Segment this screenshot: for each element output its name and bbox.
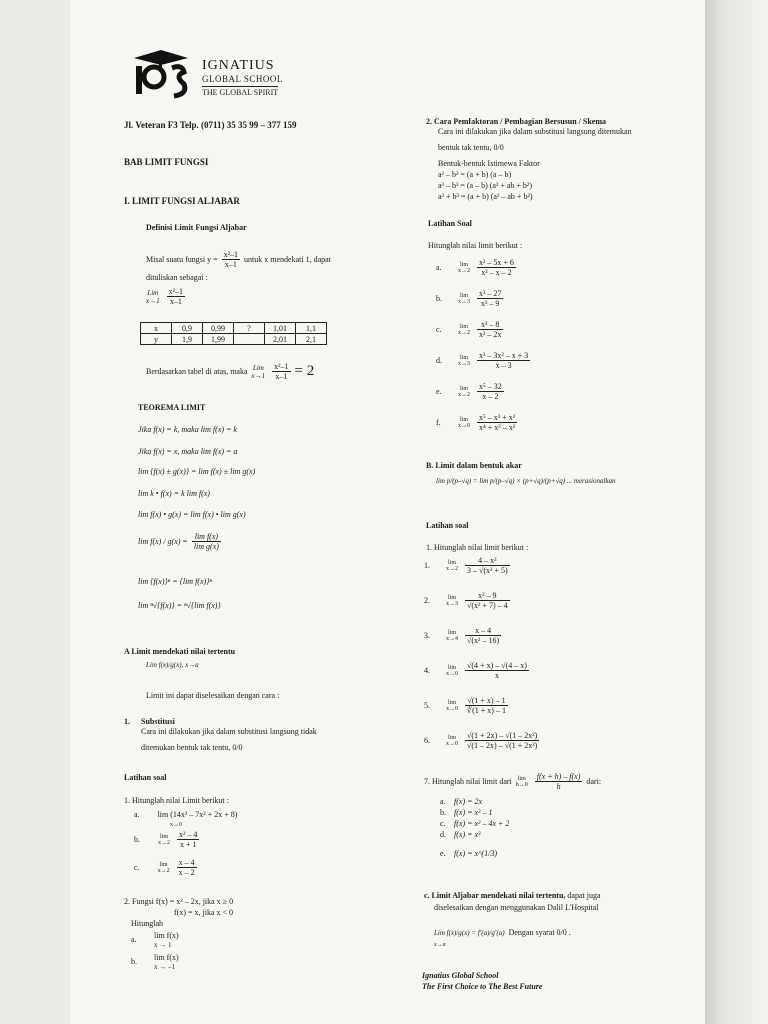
limit-operator: lim x→2 — [458, 323, 470, 336]
chapter-title: BAB LIMIT FUNGSI — [124, 157, 209, 167]
exercise-7-item: e. f(x) = x^(1/3) — [440, 849, 497, 858]
exercise-1b: b. lim x→2 $\frac{\text{x² – 4}}{x + 1}$ — [134, 830, 198, 849]
fraction: $\frac{\text{4 – x²}}{\text{3 – √(x² + 5)}}$ — [467, 556, 508, 575]
exercise-1-title: Latihan soal — [124, 773, 167, 782]
exercise-item — [424, 591, 510, 610]
binder-edge — [705, 0, 768, 1024]
school-subtitle: GLOBAL SCHOOL — [202, 74, 283, 84]
fraction: $\frac{\text{x³ – 27}}{\text{x² – 9}}$ — [479, 289, 502, 308]
special-forms-title: Bentuk-bentuk Istimewa Faktor — [438, 159, 540, 168]
method-1-text: Cara ini dilakukan jika dalam substitusi langsung tidak — [141, 727, 317, 736]
exercise-item — [436, 382, 504, 401]
limit-notation: Lim x→1 $\frac{\text{x²–1}}{x-1}$ — [146, 287, 184, 306]
item-label: 1. — [424, 561, 430, 570]
limit-operator: lim x→0 — [446, 699, 458, 712]
table-cell: 1,9 — [172, 334, 203, 345]
table-cell: 0,9 — [172, 323, 203, 334]
definition-title: Definisi Limit Fungsi Aljabar — [146, 223, 247, 232]
table-cell: x — [141, 323, 172, 334]
item-label: 6. — [424, 736, 430, 745]
definition-text — [146, 250, 331, 269]
table-cell: 1,01 — [265, 323, 296, 334]
definition-lead: Misal suatu fungsi y = — [146, 255, 218, 264]
exercise-1a — [134, 810, 237, 819]
theorem-5: lim f(x) • g(x) = lim f(x) • lim g(x) — [138, 510, 246, 519]
method-2-text2: bentuk tak tentu, 0/0 — [438, 143, 504, 152]
lhospital-subscript: x→a — [434, 942, 446, 948]
fraction: $\frac{√(1 + x) - 1}{∛(1 + x) - 1}$ — [467, 696, 506, 715]
item-subscript: x→0 — [170, 822, 182, 828]
section-c-title: c. Limit Aljabar mendekati nilai tertentu, dapat juga — [424, 891, 601, 900]
fraction: $\frac{\text{x³ – 3x² – x + 3}}{x - 3}$ — [479, 351, 529, 370]
exercise-item — [424, 626, 501, 645]
factor-formula-2: a³ – b³ = (a – b) (a² + ab + b²) — [438, 181, 532, 190]
exercise-item — [436, 289, 503, 308]
theorem-2: Jika f(x) = x, maka lim f(x) = a — [138, 447, 238, 456]
section-title: I. LIMIT FUNGSI ALJABAR — [124, 196, 240, 206]
limit-operator: lim x→4 — [446, 629, 458, 642]
exercise-2-title: Latihan soal — [426, 521, 469, 530]
item-label: 4. — [424, 666, 430, 675]
exercise-item — [424, 731, 539, 750]
exercise-2-instruction: 1. Hitunglah nilai limit berikut : — [426, 543, 529, 552]
exercise-2a: lim f(x) — [154, 931, 179, 940]
exercise-7-item: a. f(x) = 2x — [440, 797, 483, 806]
subsection-a-expr: Lim f(x)/g(x), x→a — [146, 661, 199, 669]
fraction: $\frac{\text{x³ – 8}}{\text{x² – 2x}}$ — [479, 320, 502, 339]
fraction: $\frac{\text{x⁵ – x³ + x²}}{\text{x⁴ + x³ – x²}}$ — [479, 413, 516, 432]
theorem-7: lim {f(x)}ⁿ = {lim f(x)}ⁿ — [138, 577, 212, 586]
subsection-a-title: A Limit mendekati nilai tertentu — [124, 647, 236, 656]
exercise-2b: lim f(x) — [154, 953, 179, 962]
definition-line2: dituliskan sebagai : — [146, 273, 208, 282]
item-label: 3. — [424, 631, 430, 640]
school-name: IGNATIUS — [202, 58, 275, 73]
lhospital-expression: Lim f(x)/g(x) = f′(a)/g′(a) — [434, 928, 505, 937]
limit-operator: lim x→3 — [458, 292, 470, 305]
exercise-item — [424, 556, 510, 575]
theorem-1: Jika f(x) = k, maka lim f(x) = k — [138, 425, 237, 434]
item-label: a. — [131, 935, 137, 944]
item-label: c. — [134, 863, 140, 872]
theorem-4: lim k • f(x) = k lim f(x) — [138, 489, 210, 498]
fraction: $\frac{\text{x² – 9}}{\text{√(x² + 7) – 4}}$ — [467, 591, 508, 610]
factor-formula-3: a³ + b³ = (a + b) (a² – ab + b²) — [438, 192, 533, 201]
limit-operator: lim x→0 — [446, 734, 458, 747]
method-1-text2: ditemukan bentuk tak tentu, 0/0 — [141, 743, 243, 752]
limit-operator: lim x→3 — [446, 594, 458, 607]
section-b-title: B. Limit dalam bentuk akar — [426, 461, 522, 470]
exercise-7-end: dari: — [586, 777, 602, 786]
conclusion-text: Berdasarkan tabel di atas, maka — [146, 367, 248, 376]
exercise-item — [436, 351, 530, 370]
fraction: $\frac{\text{x⁵ – 32}}{x - 2}$ — [479, 382, 502, 401]
item-label: 2. — [424, 596, 430, 605]
exercise-1c: c. lim x→2 $\frac{x - 4}{x - 2}$ — [134, 858, 195, 877]
exercise-item — [436, 258, 516, 277]
limit-operator: lim x→2 — [458, 261, 470, 274]
lhospital-condition: Dengan syarat 0/0 . — [508, 928, 571, 937]
method-1-number: 1. — [124, 717, 130, 726]
fraction: $\frac{x - 4}{\text{√(x² – 16)}}$ — [467, 626, 500, 645]
exercise-item — [424, 696, 508, 715]
item-label: d. — [436, 356, 442, 365]
fraction: $\frac{√(4 + x) - √(4 - x)}{x}$ — [467, 661, 527, 680]
table-cell: 1,99 — [203, 334, 234, 345]
item-label: a. — [134, 810, 140, 819]
method-2-title: 2. Cara Pemfaktoran / Pembagian Bersusun / Skema — [426, 117, 606, 126]
value-table — [140, 322, 327, 345]
item-label: e. — [436, 387, 442, 396]
exercise-1-question: 1. Hitunglah nilai Limit berikut : — [124, 796, 229, 805]
limit-operator: lim x→2 — [458, 385, 470, 398]
exercise-2-line1: 2. Fungsi f(x) = x² – 2x, jika x ≥ 0 — [124, 897, 234, 906]
theorem-6-left: lim f(x) / g(x) = — [138, 537, 188, 546]
item-label: b. — [436, 294, 442, 303]
item-subscript: x → –1 — [154, 963, 175, 971]
exercise-item — [436, 320, 503, 339]
exercise-7: 7. Hitunglah nilai limit dari lim h→0 $\frac{f(x + h) - f(x)}{h}$ dari: — [424, 772, 602, 791]
exercise-2-line3: Hitunglah — [131, 919, 163, 928]
item-label: b. — [131, 957, 137, 966]
item-subscript: x → 1 — [154, 941, 172, 949]
table-cell: 1,1 — [296, 323, 327, 334]
conclusion-result: = 2 — [294, 363, 315, 379]
exercise-item — [436, 413, 517, 432]
conclusion: Berdasarkan tabel di atas, maka Lim x→1 $\frac{\text{x²–1}}{x-1}$ = 2 — [146, 362, 315, 381]
factor-formula-1: a² – b² = (a + b) (a – b) — [438, 170, 512, 179]
table-cell: 2,01 — [265, 334, 296, 345]
item-label: c. — [436, 325, 442, 334]
exercise-title: Latihan Soal — [428, 219, 472, 228]
table-row — [141, 334, 327, 345]
school-logo — [130, 50, 192, 100]
theorem-3: lim {f(x) ± g(x)} = lim f(x) ± lim g(x) — [138, 467, 256, 476]
exercise-item — [424, 661, 529, 680]
section-c-text: diselesaikan dengan menggunakan Dalil L'Hospital — [434, 903, 599, 912]
table-cell: 0,99 — [203, 323, 234, 334]
theorem-8: lim ⁿ√{f(x)} = ⁿ√{lim f(x)} — [138, 601, 221, 610]
limit-operator: lim x→0 — [446, 664, 458, 677]
item-expression: lim (14x³ – 7x² + 2x + 8) — [157, 810, 238, 819]
lhospital-formula — [434, 928, 571, 937]
method-intro: Limit ini dapat diselesaikan dengan cara : — [146, 691, 280, 700]
address: Jl. Veteran F3 Telp. (0711) 35 35 99 – 377 159 — [124, 120, 297, 130]
method-2-text1: Cara ini dilakukan jika dalam substitusi langsung ditemukan — [438, 127, 632, 136]
item-label: f. — [436, 418, 441, 427]
section-b-expression: lim p/(p–√q) = lim p/(p–√q) × (p+√q)/(p+√q) ... merasionalkan — [436, 477, 616, 485]
exercise-7-item: c. f(x) = x² – 4x + 2 — [440, 819, 510, 828]
definition-fraction: $\frac{\text{x²–1}}{x-1}$ — [223, 250, 239, 269]
table-cell: 2,1 — [296, 334, 327, 345]
table-cell — [234, 334, 265, 345]
exercise-7-item: d. f(x) = x³ — [440, 830, 481, 839]
school-motto: THE GLOBAL SPIRIT — [202, 88, 279, 97]
fraction: $\frac{\text{√(1 + 2x) – √(1 – 2x²)}}{\text{√(1 – 2x) – √(1 + 2x²)}}$ — [467, 731, 538, 750]
method-1-title: Substitusi — [141, 717, 175, 726]
table-cell: ? — [234, 323, 265, 334]
fraction: $\frac{\text{x² – 5x + 6}}{\text{x² – x – 2}}$ — [479, 258, 514, 277]
limit-operator: lim x→3 — [458, 354, 470, 367]
theorem-6: lim f(x) / g(x) = $\frac{\text{lim f(x)}}{\text{lim g(x)}}$ — [138, 532, 219, 551]
exercise-7-text: 7. Hitunglah nilai limit dari — [424, 777, 512, 786]
table-cell: y — [141, 334, 172, 345]
item-label: 5. — [424, 701, 430, 710]
footer-tagline: The First Choice to The Best Future — [422, 982, 543, 991]
limit-operator: lim x→0 — [458, 416, 470, 429]
exercise-7-item: b. f(x) = x² – 1 — [440, 808, 493, 817]
table-row — [141, 323, 327, 334]
footer-school: Ignatius Global School — [422, 971, 499, 980]
theorem-title: TEOREMA LIMIT — [138, 403, 206, 412]
exercise-instruction: Hitunglah nilai limit berikut : — [428, 241, 523, 250]
item-label: b. — [134, 835, 140, 844]
item-label: a. — [436, 263, 442, 272]
limit-operator: lim x→2 — [446, 559, 458, 572]
definition-tail: untuk x mendekati 1, dapat — [244, 255, 331, 264]
exercise-2-line2: f(x) = x, jika x < 0 — [174, 908, 234, 917]
